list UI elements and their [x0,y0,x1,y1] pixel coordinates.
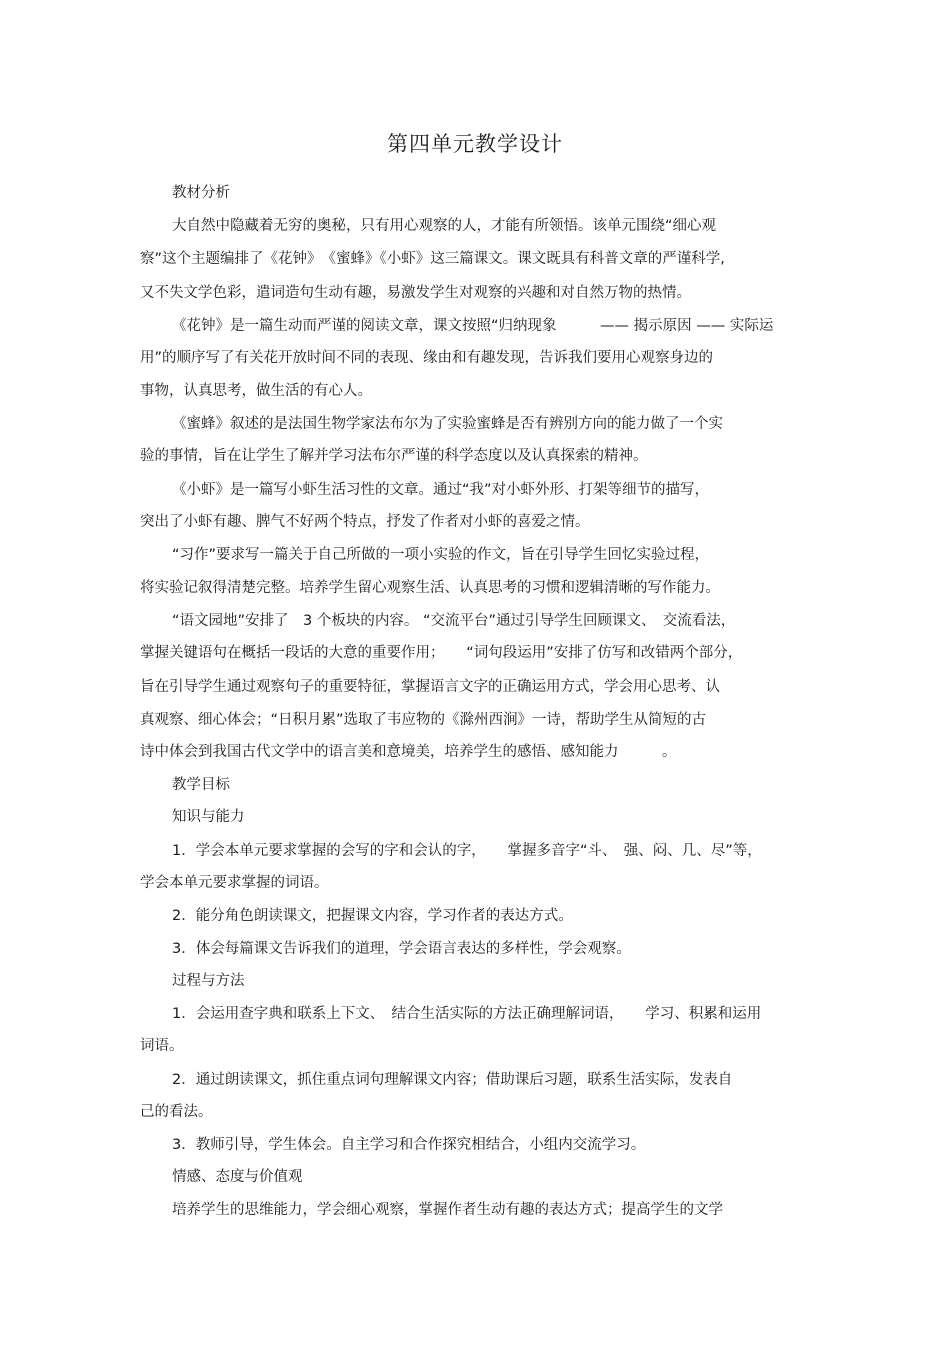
paragraph-line: “习作”要求写一篇关于自己所做的一项小实验的作文，旨在引导学生回忆实验过程， [172,547,710,563]
list-item-line: 2．能分角色朗读课文，把握课文内容，学习作者的表达方式。 [172,908,573,924]
paragraph-line: 用”的顺序写了有关花开放时间不同的表现、缘由和有趣发现，告诉我们要用心观察身边的 [140,350,714,366]
subheading-emotion-values: 情感、态度与价值观 [172,1169,303,1185]
list-item-line: 己的看法。 [140,1104,213,1120]
paragraph-line: 真观察、细心体会；“日积月累”选取了韦应物的《滁州西涧》一诗，帮助学生从简短的古 [140,712,707,728]
subheading-process-method: 过程与方法 [172,973,245,989]
subheading-knowledge-ability: 知识与能力 [172,809,245,825]
paragraph-line: 又不失文学色彩，遣词造句生动有趣，易激发学生对观察的兴趣和对自然万物的热情。 [140,285,691,301]
list-item-line: 3．教师引导，学生体会。自主学习和合作探究相结合，小组内交流学习。 [172,1137,646,1153]
section-heading-material-analysis: 教材分析 [172,185,230,201]
paragraph-line: 旨在引导学生通过观察句子的重要特征，掌握语言文字的正确运用方式，学会用心思考、认 [140,679,720,695]
paragraph-line: 将实验记叙得清楚完整。培养学生留心观察生活、认真思考的习惯和逻辑清晰的写作能力。 [140,580,720,596]
paragraph-line: 事物，认真思考，做生活的有心人。 [140,383,372,399]
paragraph-line: 察”这个主题编排了《花钟》 《蜜蜂》《小虾》这三篇课文。课文既具有科普文章的严谨科学, [140,251,725,267]
paragraph-line: 大自然中隐藏着无穷的奥秘，只有用心观察的人，才能有所领悟。该单元围绕“细心观 [172,218,717,234]
list-item-line: 1．会运用查字典和联系上下文、 结合生活实际的方法正确理解词语， 学习、积累和运用 [172,1006,762,1022]
paragraph-line: 突出了小虾有趣、脾气不好两个特点，抒发了作者对小虾的喜爱之情。 [140,514,590,530]
list-item-line: 词语。 [140,1038,184,1054]
paragraph-line: 验的事情，旨在让学生了解并学习法布尔严谨的科学态度以及认真探索的精神。 [140,448,648,464]
paragraph-line: 《小虾》是一篇写小虾生活习性的文章。通过“我”对小虾外形、打架等细节的描写， [172,482,710,498]
list-item-line: 学会本单元要求掌握的词语。 [140,875,329,891]
section-heading-teaching-goals: 教学目标 [172,777,230,793]
paragraph-line: 掌握关键语句在概括一段话的大意的重要作用； “词句段运用”安排了仿写和改错两个部分， [140,645,743,661]
list-item-line: 1．学会本单元要求掌握的会写的字和会认的字， 掌握多音字“斗、 强、闷、几、尽”等， [172,843,762,859]
document-title: 第四单元教学设计 [387,132,563,156]
paragraph-line: 诗中体会到我国古代文学中的语言美和意境美，培养学生的感悟、感知能力 。 [140,744,677,760]
paragraph-line: 培养学生的思维能力，学会细心观察，掌握作者生动有趣的表达方式；提高学生的文学 [172,1202,723,1218]
paragraph-line: “语文园地”安排了 3 个板块的内容。 “交流平台”通过引导学生回顾课文、 交流看法， [172,613,736,629]
paragraph-line: 《花钟》是一篇生动而严谨的阅读文章，课文按照“归纳现象 —— 揭示原因 —— 实际运 [172,318,774,334]
list-item-line: 3．体会每篇课文告诉我们的道理，学会语言表达的多样性，学会观察。 [172,941,631,957]
paragraph-line: 《蜜蜂》叙述的是法国生物学家法布尔为了实验蜜蜂是否有辨别方向的能力做了一个实 [172,416,723,432]
list-item-line: 2．通过朗读课文，抓住重点词句理解课文内容；借助课后习题，联系生活实际，发表自 [172,1072,733,1088]
